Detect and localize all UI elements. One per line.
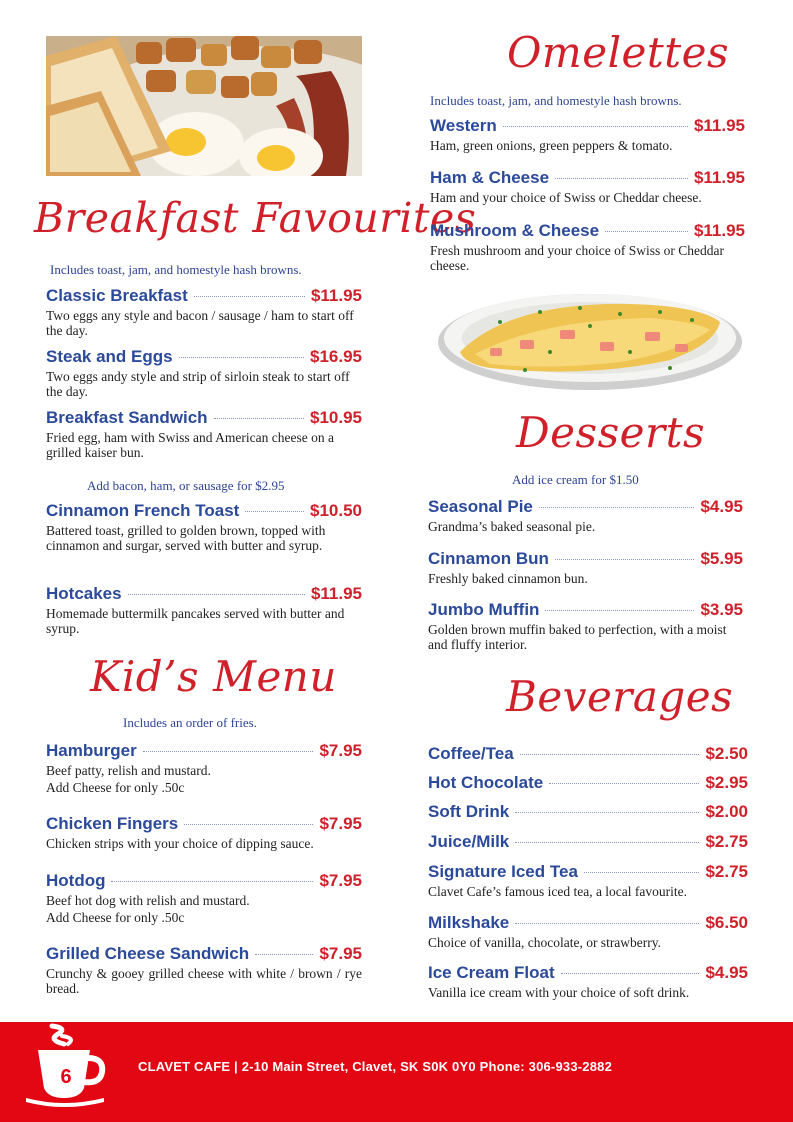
leader-dots [555,178,688,179]
leader-dots [549,783,699,784]
leader-dots [194,296,305,297]
leader-dots [143,751,314,752]
item-description: Crunchy & gooey grilled cheese with white / brown / rye bread. [46,966,362,996]
leader-dots [561,973,700,974]
menu-item-jumbo-muffin [428,600,743,652]
desserts-title: Desserts [516,408,706,457]
kids-menu-note: Includes an order of fries. [123,715,257,730]
item-name: Hotdog [46,871,106,890]
leader-dots [584,872,700,873]
item-description: Choice of vanilla, chocolate, or strawberry. [428,935,662,950]
item-description: Ham, green onions, green peppers & tomato. [430,138,673,153]
item-name: Jumbo Muffin [428,600,540,619]
item-name: Western [430,116,497,135]
item-name: Milkshake [428,913,510,932]
menu-item-cinnamon-french-toast [46,501,362,553]
item-price: $7.95 [319,741,362,760]
leader-dots [515,842,699,843]
item-name: Coffee/Tea [428,744,514,763]
item-description: Grandma’s baked seasonal pie. [428,519,596,534]
item-description: Beef patty, relish and mustard. [46,763,211,778]
item-description: Fresh mushroom and your choice of Swiss or Cheddar cheese. [430,243,724,273]
menu-item-hotcakes [46,584,362,636]
item-price: $3.95 [700,600,743,619]
menu-item-milkshake [428,913,748,950]
menu-item-steak-and-eggs [46,347,362,399]
item-description: Two eggs andy style and strip of sirloin steak to start off the day. [46,369,350,399]
item-name: Hotcakes [46,584,122,603]
item-name: Ice Cream Float [428,963,555,982]
item-price: $7.95 [319,944,362,963]
item-description: Beef hot dog with relish and mustard. [46,893,250,908]
breakfast-title: Breakfast Favourites [34,194,477,242]
menu-item-hotdog [46,871,362,925]
menu-item-western [430,116,745,153]
menu-item-cinnamon-bun [428,549,743,586]
item-price: $7.95 [319,871,362,890]
leader-dots [539,507,695,508]
menu-item-ham-and-cheese [430,168,745,205]
item-name: Mushroom & Cheese [430,221,600,240]
breakfast-photo [46,36,362,176]
item-description: Chicken strips with your choice of dipping sauce. [46,836,314,851]
item-addon: Add Cheese for only .50c [46,780,185,795]
menu-item-hamburger [46,741,362,795]
item-name: Seasonal Pie [428,497,533,516]
item-price: $5.95 [700,549,743,568]
menu-item-mushroom-and-cheese [430,221,745,273]
menu-item-hot-chocolate [428,773,748,793]
leader-dots [515,923,699,924]
item-price: $2.00 [705,802,748,821]
item-price: $11.95 [310,584,362,603]
menu-item-ice-cream-float [428,963,748,1000]
menu-item-seasonal-pie [428,497,743,534]
item-name: Signature Iced Tea [428,862,578,881]
item-description: Homemade buttermilk pancakes served with butter and syrup. [46,606,345,636]
item-price: $16.95 [310,347,362,366]
item-price: $6.50 [705,913,748,932]
item-name: Classic Breakfast [46,286,188,305]
item-name: Hamburger [46,741,137,760]
leader-dots [515,812,699,813]
breakfast-addon-note: Add bacon, ham, or sausage for $2.95 [87,478,285,493]
item-price: $11.95 [693,168,745,187]
item-name: Juice/Milk [428,832,510,851]
item-price: $2.75 [705,862,748,881]
item-addon: Add Cheese for only .50c [46,910,185,925]
menu-item-signature-iced-tea [428,862,748,899]
item-price: $4.95 [705,963,748,982]
item-price: $2.75 [705,832,748,851]
item-price: $11.95 [310,286,362,305]
item-description: Golden brown muffin baked to perfection, with a moist and fluffy interior. [428,622,727,652]
leader-dots [503,126,688,127]
item-name: Ham & Cheese [430,168,550,187]
leader-dots [179,357,304,358]
leader-dots [184,824,313,825]
item-price: $10.95 [310,408,362,427]
omelette-photo [430,282,748,397]
item-description: Freshly baked cinnamon bun. [428,571,588,586]
item-price: $11.95 [693,116,745,135]
item-price: $7.95 [319,814,362,833]
menu-item-juice-milk [428,832,748,852]
item-description: Two eggs any style and bacon / sausage / ham to start off the day. [46,308,354,338]
item-name: Grilled Cheese Sandwich [46,944,250,963]
menu-item-breakfast-sandwich [46,408,362,460]
leader-dots [214,418,304,419]
item-name: Steak and Eggs [46,347,173,366]
menu-item-coffee-tea [428,744,748,764]
leader-dots [111,881,313,882]
menu-item-chicken-fingers [46,814,362,851]
item-price: $2.95 [705,773,748,792]
item-price: $4.95 [700,497,743,516]
breakfast-note: Includes toast, jam, and homestyle hash browns. [50,262,302,277]
desserts-note: Add ice cream for $1.50 [512,472,639,487]
menu-item-grilled-cheese-sandwich [46,944,362,996]
menu-item-soft-drink [428,802,748,822]
item-description: Fried egg, ham with Swiss and American cheese on a grilled kaiser bun. [46,430,334,460]
item-name: Cinnamon Bun [428,549,549,568]
item-price: $2.50 [705,744,748,763]
item-description: Ham and your choice of Swiss or Cheddar cheese. [430,190,702,205]
leader-dots [520,754,700,755]
item-description: Battered toast, grilled to golden brown, topped with cinnamon and surgar, served with butter and syrup. [46,523,326,553]
item-name: Breakfast Sandwich [46,408,208,427]
beverages-title: Beverages [506,672,734,721]
item-name: Chicken Fingers [46,814,179,833]
item-description: Clavet Cafe’s famous iced tea, a local favourite. [428,884,688,899]
footer-bar [0,1022,793,1122]
leader-dots [128,594,305,595]
item-price: $10.50 [310,501,362,520]
kids-menu-title: Kid’s Menu [90,652,337,701]
leader-dots [255,954,313,955]
leader-dots [605,231,688,232]
leader-dots [245,511,304,512]
item-price: $11.95 [693,221,745,240]
item-name: Hot Chocolate [428,773,544,792]
omelettes-title: Omelettes [507,28,730,77]
item-name: Cinnamon French Toast [46,501,240,520]
menu-item-classic-breakfast [46,286,362,338]
omelettes-note: Includes toast, jam, and homestyle hash browns. [430,93,682,108]
leader-dots [545,610,694,611]
item-name: Soft Drink [428,802,510,821]
page-number: 6 [60,1066,72,1088]
leader-dots [555,559,695,560]
item-description: Vanilla ice cream with your choice of soft drink. [428,985,690,1000]
footer-address: CLAVET CAFE | 2-10 Main Street, Clavet, SK S0K 0Y0 Phone: 306-933-2882 [138,1059,613,1074]
